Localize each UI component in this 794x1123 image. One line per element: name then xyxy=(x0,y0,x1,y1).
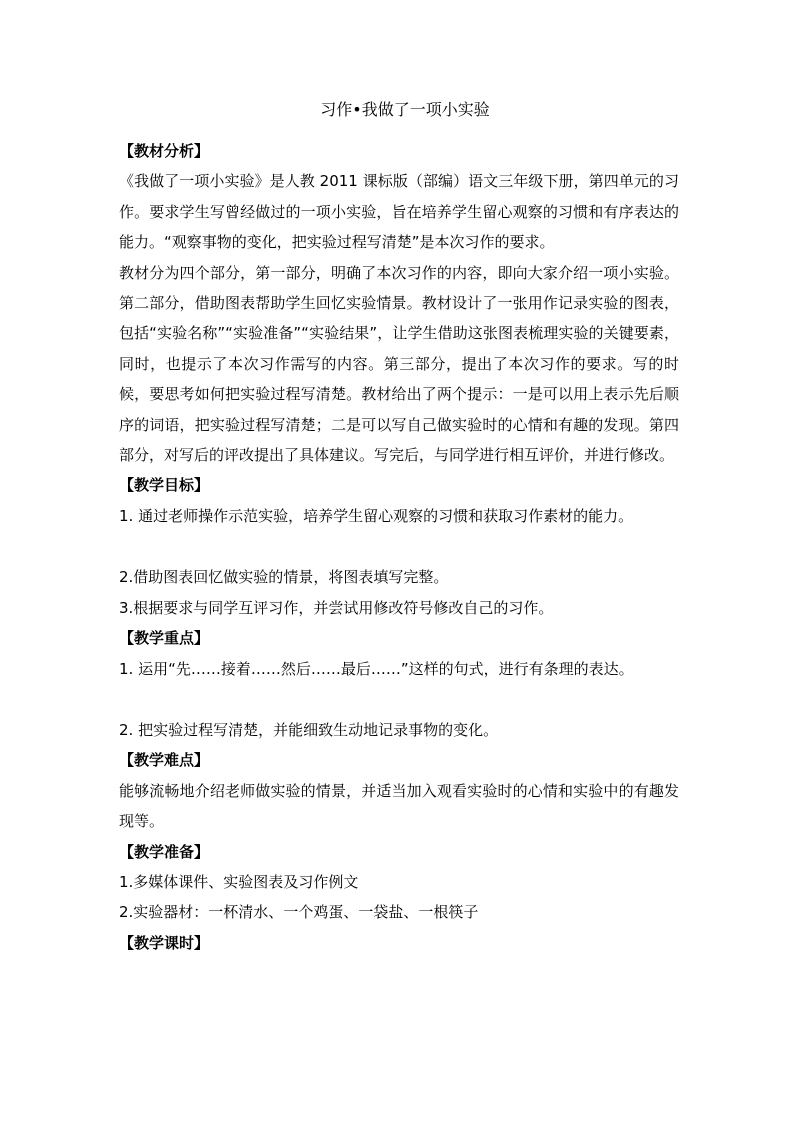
document-title: 习作•我做了一项小实验 xyxy=(320,100,490,119)
analysis-paragraph-1: 《我做了一项小实验》是人教 2011 课标版（部编）语文三年级下册，第四单元的习作。要求学生写曾经做过的一项小实验，旨在培养学生留心观察的习惯和有序表达的能力。“观察事物的变化，把实验过程写清楚”是本次习作的要求。 xyxy=(119,172,679,252)
analysis-paragraph-2: 教材分为四个部分，第一部分，明确了本次习作的内容，即向大家介绍一项小实验。第二部分，借助图表帮助学生回忆实验情景。教材设计了一张用作记录实验的图表，包括“实验名称”“实验准备”“实验结果”，让学生借助这张图表梳理实验的关键要素，同时，也提示了本次习作需写的内容。第三部分，提出了本次习作的要求。写的时候，要思考如何把实验过程写清楚。教材给出了两个提示：一是可以用上表示先后顺序的词语，把实验过程写清楚；二是可以写自己做实验时的心情和有趣的发现。第四部分，对写后的评改提出了具体建议。写完后，与同学进行相互评价，并进行修改。 xyxy=(119,263,679,465)
difficulties-paragraph: 能够流畅地介绍老师做实验的情景，并适当加入观看实验时的心情和实验中的有趣发现等。 xyxy=(119,781,679,831)
blank-line xyxy=(119,531,679,562)
section-heading-periods: 【教学课时】 xyxy=(119,933,210,952)
goal-item-3: 3.根据要求与同学互评习作，并尝试用修改符号修改自己的习作。 xyxy=(119,598,554,617)
goal-item-1: 1. 通过老师操作示范实验，培养学生留心观察的习惯和获取习作素材的能力。 xyxy=(119,506,634,525)
key-point-item-2: 2. 把实验过程写清楚，并能细致生动地记录事物的变化。 xyxy=(119,720,499,739)
blank-line xyxy=(119,684,679,715)
key-point-item-1: 1. 运用“先……接着……然后……最后……”这样的句式，进行有条理的表达。 xyxy=(119,659,634,678)
preparation-item-2: 2.实验器材：一杯清水、一个鸡蛋、一袋盐、一根筷子 xyxy=(119,903,479,922)
section-heading-goals: 【教学目标】 xyxy=(119,476,210,495)
section-heading-difficulties: 【教学难点】 xyxy=(119,751,210,770)
section-heading-key-points: 【教学重点】 xyxy=(119,629,210,648)
goal-item-2: 2.借助图表回忆做实验的情景，将图表填写完整。 xyxy=(119,568,449,587)
section-heading-analysis: 【教材分析】 xyxy=(119,142,210,160)
preparation-item-1: 1.多媒体课件、实验图表及习作例文 xyxy=(119,872,359,891)
section-heading-preparation: 【教学准备】 xyxy=(119,842,210,861)
document-body xyxy=(119,100,679,958)
